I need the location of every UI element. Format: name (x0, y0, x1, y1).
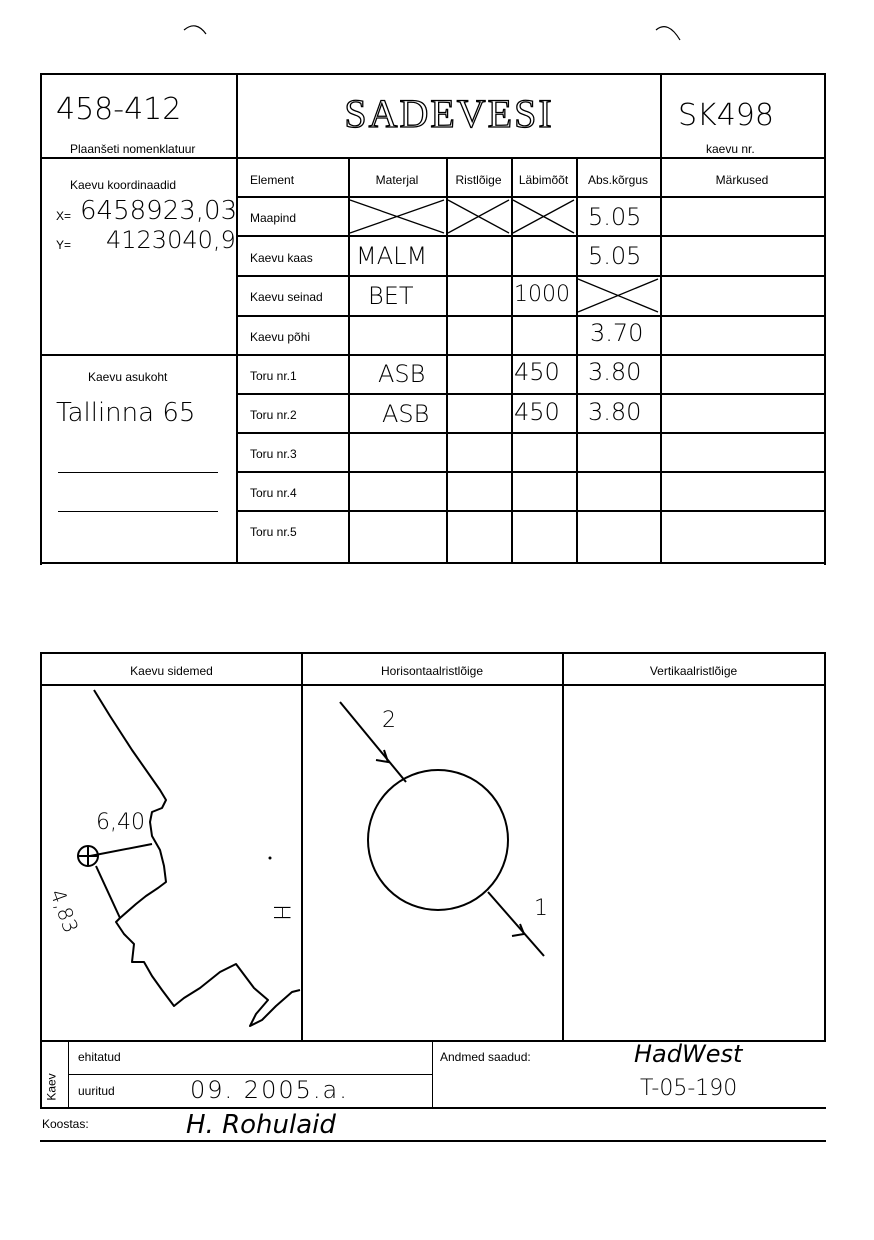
cell-material: BET (368, 282, 414, 310)
sketch-horizontal-header: Horisontaalristlõige (380, 664, 484, 678)
y-coordinate-label: Y= (56, 238, 72, 252)
y-coordinate-value: 4123040,9 (106, 226, 236, 254)
row-label: Kaevu kaas (250, 251, 313, 265)
cell-material: ASB (378, 360, 426, 388)
header-material: Materjal (375, 173, 419, 187)
compiled-label: Koostas: (42, 1117, 89, 1131)
cell-diameter: 450 (514, 358, 560, 386)
row-label: Toru nr.2 (250, 408, 297, 422)
data-source-label: Andmed saadud: (440, 1050, 531, 1064)
header-notes: Märkused (715, 173, 769, 187)
cell-material: MALM (356, 242, 428, 270)
row-label: Kaevu põhi (250, 330, 311, 344)
cell-material: ASB (382, 400, 430, 428)
row-label: Toru nr.1 (250, 369, 297, 383)
cell-elevation: 3.80 (588, 358, 642, 386)
row-label: Kaevu seinad (250, 290, 323, 304)
surveyed-value: 09. 2005.a. (190, 1076, 349, 1104)
sketch-ties-header: Kaevu sidemed (130, 664, 213, 678)
sketch-vertical-header: Vertikaalristlõige (649, 664, 738, 678)
tie-distance-2: 4,83 (45, 886, 84, 937)
data-source-ref: T-05-190 (640, 1076, 738, 1101)
row-label: Toru nr.3 (250, 447, 297, 461)
header-diameter: Läbimõõt (518, 173, 569, 187)
built-label: ehitatud (78, 1050, 121, 1064)
cell-diameter: 450 (514, 398, 560, 426)
cell-elevation: 5.05 (588, 203, 642, 231)
row-label: Toru nr.5 (250, 525, 297, 539)
document-title: SADEVESI (344, 91, 554, 136)
header-element: Element (250, 173, 295, 187)
h-mark: H (267, 904, 293, 921)
row-label: Toru nr.4 (250, 486, 297, 500)
location-value: Tallinna 65 (56, 398, 196, 428)
cell-elevation: 5.05 (588, 242, 642, 270)
well-number-value: SK498 (678, 98, 774, 133)
x-coordinate-label: X= (56, 209, 72, 223)
cell-elevation: 3.70 (590, 319, 644, 347)
tie-distance-1: 6,40 (96, 810, 145, 835)
nomenclature-value: 458-412 (56, 92, 182, 127)
data-source-value: HadWest (634, 1040, 743, 1068)
pipe-label-1: 1 (534, 896, 548, 921)
coordinates-label: Kaevu koordinaadid (70, 178, 177, 192)
location-label: Kaevu asukoht (88, 370, 168, 384)
compiled-value: H. Rohulaid (186, 1110, 336, 1140)
pipe-label-2: 2 (382, 708, 396, 733)
surveyed-label: uuritud (78, 1084, 115, 1098)
header-elevation: Abs.kõrgus (587, 173, 649, 187)
row-label: Maapind (250, 211, 297, 225)
well-side-label: Kaev (44, 1073, 59, 1101)
cell-elevation: 3.80 (588, 398, 642, 426)
nomenclature-label: Plaanšeti nomenklatuur (70, 142, 196, 156)
well-number-label: kaevu nr. (706, 142, 755, 156)
header-cross-section: Ristlõige (455, 173, 502, 187)
cell-diameter: 1000 (514, 282, 570, 307)
x-coordinate-value: 6458923,03 (80, 196, 238, 226)
